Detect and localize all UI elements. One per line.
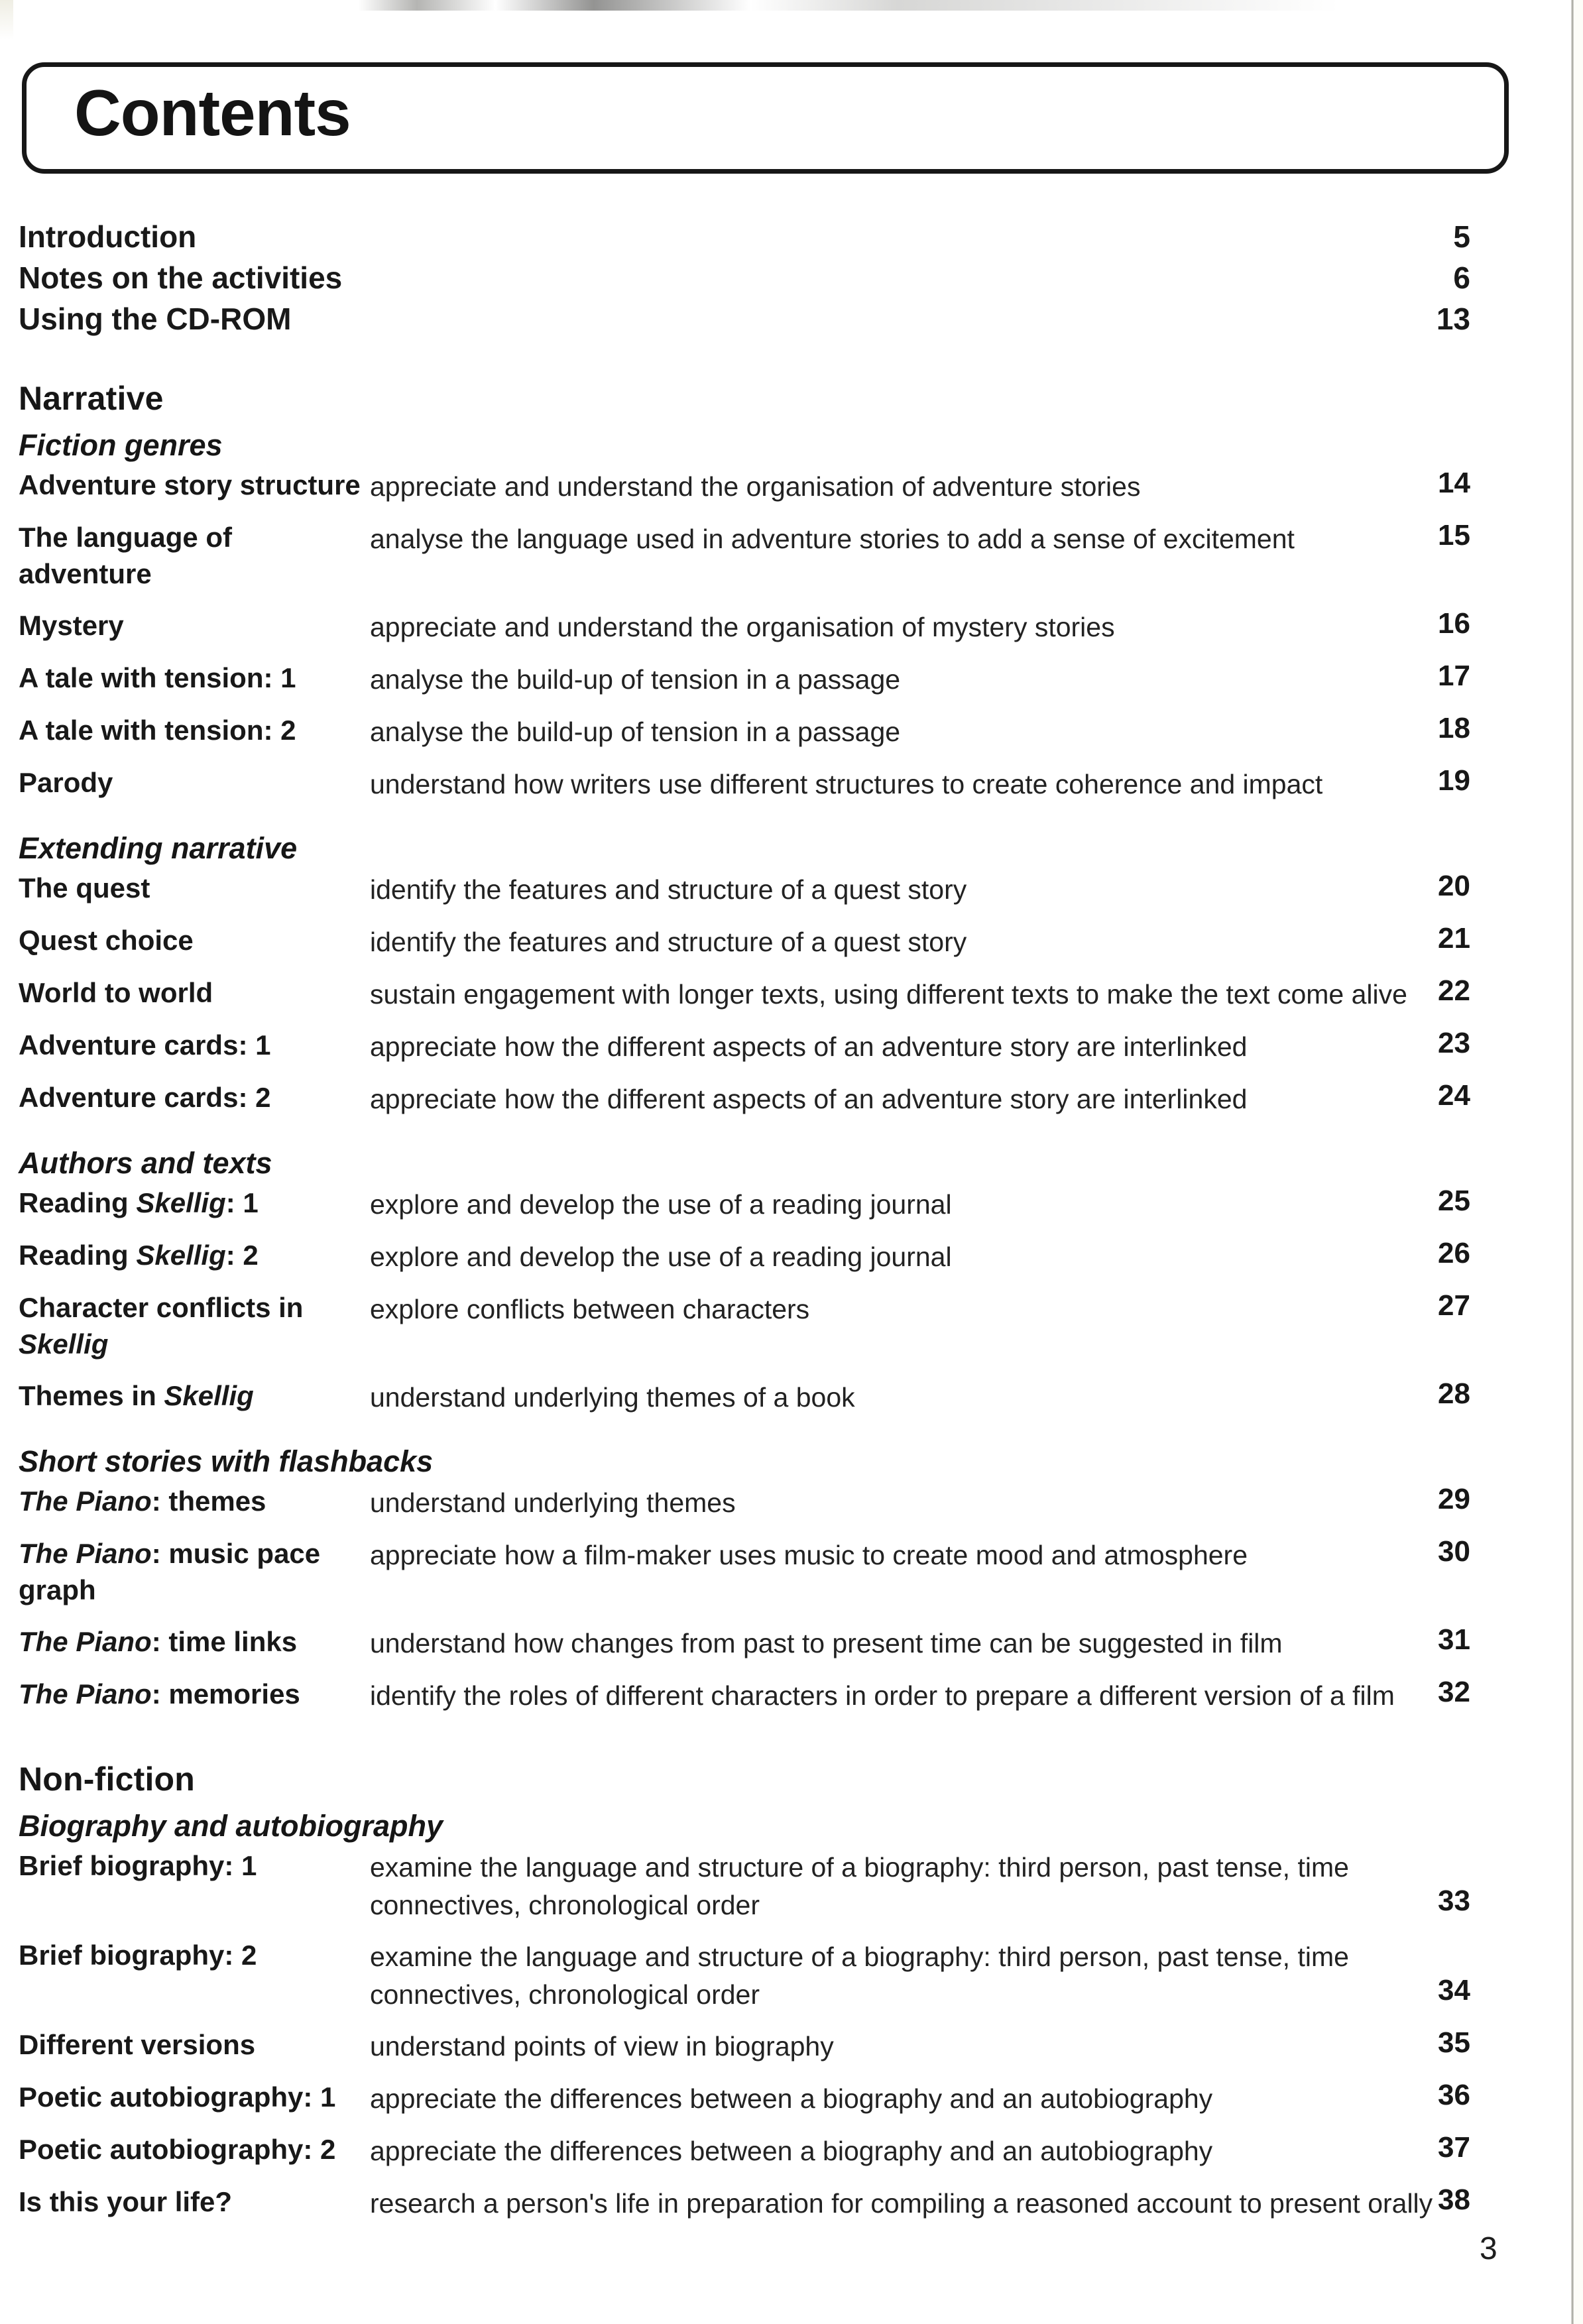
toc-entry-work-title: Skellig <box>136 1240 226 1271</box>
toc-entry-description: identify the roles of different characters in order to prepare a different version of a film <box>370 1680 1395 1711</box>
toc-entry-description: identify the features and structure of a quest story <box>370 874 967 905</box>
toc-entry-page-number: 14 <box>1438 467 1470 499</box>
toc-entry-description: appreciate the differences between a biography and an autobiography <box>370 2136 1213 2166</box>
toc-entry-description: research a person's life in preparation for compiling a reasoned account to present orally <box>370 2188 1433 2219</box>
toc-entry-title <box>19 1185 370 1221</box>
front-matter-label: Notes on the activities <box>19 261 343 295</box>
table-of-contents <box>19 219 1537 2236</box>
front-matter-row <box>19 219 1537 260</box>
toc-entry-page-number: 38 <box>1438 2183 1470 2216</box>
toc-entry-title: Adventure cards: 2 <box>19 1082 271 1113</box>
toc-entry-title: Poetic autobiography: 2 <box>19 2134 336 2165</box>
toc-entry[interactable] <box>19 2131 1537 2183</box>
toc-entry-description: examine the language and structure of a biography: third person, past tense, time connectives, chronological order <box>370 1852 1349 1920</box>
toc-entry[interactable] <box>19 2183 1537 2236</box>
toc-entry-page-number: 23 <box>1438 1027 1470 1059</box>
toc-entry-title: Quest choice <box>19 925 194 956</box>
group-heading: Short stories with flashbacks <box>19 1444 434 1478</box>
toc-entry-title: Adventure story structure <box>19 469 361 500</box>
toc-entry-description: examine the language and structure of a biography: third person, past tense, time connectives, chronological order <box>370 1942 1349 2010</box>
toc-entry-title: A tale with tension: 1 <box>19 662 296 693</box>
scan-artifact-top <box>358 0 1339 11</box>
front-matter-row <box>19 301 1537 342</box>
toc-entry-page-number: 25 <box>1438 1185 1470 1217</box>
toc-entry[interactable] <box>19 1847 1537 1937</box>
toc-entry[interactable] <box>19 1027 1537 1079</box>
toc-entry-title-prefix: Reading <box>19 1187 137 1218</box>
toc-entry-title: Brief biography: 2 <box>19 1940 257 1971</box>
toc-entry-title: Poetic autobiography: 1 <box>19 2081 336 2113</box>
toc-entry[interactable] <box>19 974 1537 1027</box>
toc-entry-page-number: 29 <box>1438 1483 1470 1515</box>
toc-entry-title: Parody <box>19 767 113 798</box>
toc-entry-page-number: 31 <box>1438 1623 1470 1656</box>
toc-entry-description: appreciate how the different aspects of an adventure story are interlinked <box>370 1084 1248 1114</box>
toc-entry-title-suffix: : memories <box>151 1678 300 1710</box>
group-heading: Authors and texts <box>19 1146 272 1180</box>
toc-entry-title: Different versions <box>19 2029 256 2060</box>
toc-entry-page-number: 21 <box>1438 922 1470 955</box>
toc-entry-title-prefix: Themes in <box>19 1380 164 1411</box>
toc-entry-description: sustain engagement with longer texts, using different texts to make the text come alive <box>370 979 1407 1010</box>
toc-entry[interactable] <box>19 712 1537 764</box>
toc-entry-work-title: The Piano <box>19 1538 152 1569</box>
toc-entry-title <box>19 1237 370 1273</box>
front-matter-label: Using the CD-ROM <box>19 302 292 336</box>
toc-entry-page-number: 27 <box>1438 1289 1470 1322</box>
toc-entry-title: World to world <box>19 977 213 1008</box>
section-heading: Narrative <box>19 380 164 417</box>
toc-entry-page-number: 17 <box>1438 660 1470 692</box>
toc-entry-title-prefix: Reading <box>19 1240 137 1271</box>
toc-entry-title-suffix: : themes <box>151 1485 266 1517</box>
toc-entry-description: analyse the build-up of tension in a passage <box>370 664 901 695</box>
toc-entry-title: The quest <box>19 872 150 903</box>
toc-entry-description: appreciate the differences between a biography and an autobiography <box>370 2083 1213 2114</box>
toc-entry-description: appreciate how the different aspects of an adventure story are interlinked <box>370 1031 1248 1062</box>
toc-entry[interactable] <box>19 2026 1537 2079</box>
toc-entry-title: Brief biography: 1 <box>19 1850 257 1881</box>
toc-entry-title: Adventure cards: 1 <box>19 1029 271 1061</box>
toc-entry-title-prefix: Character conflicts in <box>19 1292 304 1323</box>
toc-entry-page-number: 15 <box>1438 519 1470 552</box>
toc-entry-title: Mystery <box>19 610 124 641</box>
toc-entry-title <box>19 1676 370 1712</box>
toc-entry-title-suffix: : time links <box>151 1626 298 1657</box>
toc-entry-description: analyse the build-up of tension in a passage <box>370 717 901 747</box>
toc-entry-title-suffix: : music pace graph <box>19 1538 321 1606</box>
toc-entry-page-number: 24 <box>1438 1079 1470 1112</box>
toc-entry[interactable] <box>19 2079 1537 2131</box>
toc-entry-work-title: The Piano <box>19 1678 152 1710</box>
toc-entry-page-number: 19 <box>1438 764 1470 797</box>
toc-entry-page-number: 33 <box>1438 1885 1470 1917</box>
toc-entry-description: understand points of view in biography <box>370 2031 834 2062</box>
toc-entry-title <box>19 1289 370 1363</box>
toc-entry-title: A tale with tension: 2 <box>19 715 296 746</box>
front-matter-label: Introduction <box>19 219 197 254</box>
group-heading: Extending narrative <box>19 831 298 865</box>
toc-entry-page-number: 35 <box>1438 2026 1470 2059</box>
toc-entry-description: understand underlying themes <box>370 1487 736 1518</box>
toc-entry[interactable] <box>19 1237 1537 1289</box>
toc-entry-page-number: 34 <box>1438 1974 1470 2006</box>
toc-entry-description: understand underlying themes of a book <box>370 1382 855 1413</box>
toc-entry-page-number: 30 <box>1438 1535 1470 1568</box>
toc-entry-page-number: 37 <box>1438 2131 1470 2164</box>
toc-entry[interactable] <box>19 467 1537 519</box>
toc-entry[interactable] <box>19 1676 1537 1728</box>
group-heading: Biography and autobiography <box>19 1809 443 1843</box>
toc-entry-description: appreciate and understand the organisation of adventure stories <box>370 471 1141 502</box>
toc-entry[interactable] <box>19 660 1537 712</box>
toc-entry-page-number: 26 <box>1438 1237 1470 1269</box>
toc-entry[interactable] <box>19 870 1537 922</box>
toc-entry[interactable] <box>19 1377 1537 1430</box>
toc-entry-page-number: 18 <box>1438 712 1470 744</box>
scan-page-margin-right <box>1574 0 1583 2324</box>
page-title: Contents <box>74 76 351 149</box>
toc-entry-title <box>19 1535 370 1609</box>
toc-entry[interactable] <box>19 922 1537 974</box>
toc-entry-page-number: 36 <box>1438 2079 1470 2111</box>
toc-entry-title-suffix: : 1 <box>225 1187 259 1218</box>
toc-entry-description: understand how changes from past to present time can be suggested in film <box>370 1628 1283 1658</box>
front-matter-page-number: 6 <box>1453 261 1470 295</box>
toc-entry-page-number: 28 <box>1438 1377 1470 1410</box>
toc-entry-title <box>19 1623 370 1660</box>
toc-entry-description: understand how writers use different structures to create coherence and impact <box>370 769 1323 799</box>
toc-entry[interactable] <box>19 764 1537 817</box>
folio-page-number: 3 <box>1480 2231 1497 2266</box>
toc-entry[interactable] <box>19 1623 1537 1676</box>
contents-title-box <box>22 62 1509 174</box>
toc-entry-title-suffix: : 2 <box>225 1240 259 1271</box>
front-matter-page-number: 5 <box>1453 219 1470 254</box>
toc-entry-description: explore and develop the use of a reading journal <box>370 1189 952 1220</box>
toc-entry-work-title: The Piano <box>19 1485 152 1517</box>
toc-entry-description: explore conflicts between characters <box>370 1294 810 1324</box>
toc-entry[interactable] <box>19 1937 1537 2026</box>
scan-artifact-left <box>0 0 13 40</box>
toc-entry[interactable] <box>19 519 1537 607</box>
front-matter-page-number: 13 <box>1436 302 1470 336</box>
toc-entry-description: analyse the language used in adventure stories to add a sense of excitement <box>370 524 1295 554</box>
toc-entry[interactable] <box>19 1483 1537 1535</box>
toc-entry-title <box>19 1377 370 1414</box>
toc-entry-page-number: 20 <box>1438 870 1470 902</box>
group-heading: Fiction genres <box>19 428 223 462</box>
toc-entry-description: appreciate how a film-maker uses music to create mood and atmosphere <box>370 1540 1248 1570</box>
toc-entry-work-title: The Piano <box>19 1626 152 1657</box>
toc-entry-title: Is this your life? <box>19 2186 233 2217</box>
toc-entry-description: appreciate and understand the organisation of mystery stories <box>370 612 1115 642</box>
toc-entry-work-title: Skellig <box>19 1328 109 1360</box>
toc-entry[interactable] <box>19 1535 1537 1623</box>
toc-entry-page-number: 16 <box>1438 607 1470 640</box>
toc-entry-description: identify the features and structure of a quest story <box>370 927 967 957</box>
toc-entry-page-number: 22 <box>1438 974 1470 1007</box>
toc-entry-title <box>19 1483 370 1519</box>
toc-entry-description: explore and develop the use of a reading journal <box>370 1242 952 1272</box>
toc-entry[interactable] <box>19 1079 1537 1132</box>
section-heading: Non-fiction <box>19 1761 196 1798</box>
toc-entry[interactable] <box>19 607 1537 660</box>
toc-entry-page-number: 32 <box>1438 1676 1470 1708</box>
toc-entry-work-title: Skellig <box>136 1187 226 1218</box>
toc-entry-work-title: Skellig <box>164 1380 254 1411</box>
toc-entry[interactable] <box>19 1289 1537 1377</box>
scan-page-edge-line <box>1571 0 1574 2324</box>
front-matter-row <box>19 260 1537 301</box>
toc-entry-title: The language of adventure <box>19 522 233 590</box>
toc-entry[interactable] <box>19 1185 1537 1237</box>
